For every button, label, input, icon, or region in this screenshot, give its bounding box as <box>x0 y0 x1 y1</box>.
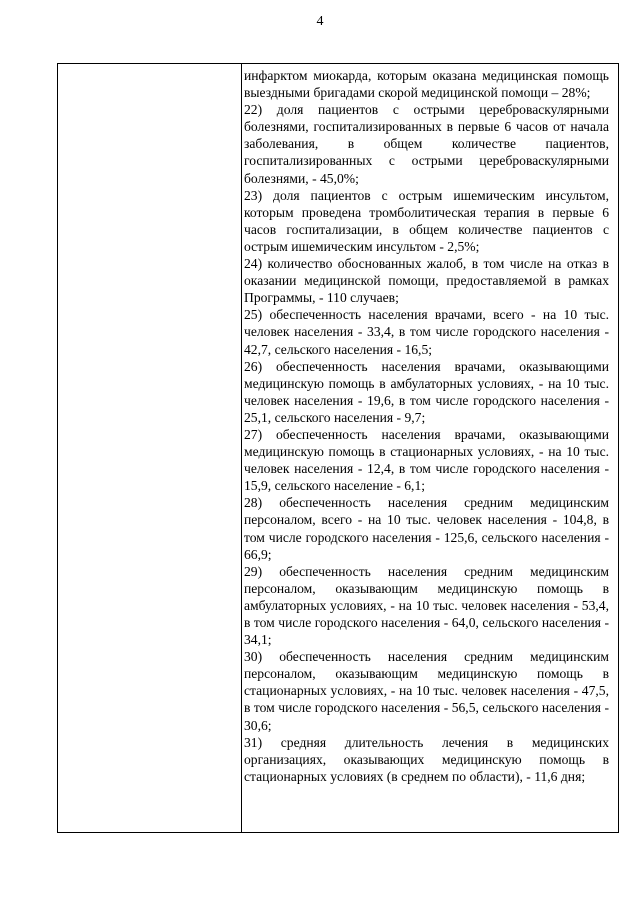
paragraph-23: 23) доля пациентов с острым ишемическим инсультом, которым проведена тромболитическая терапия в первые 6 часов госпитализации, в общем количестве пациентов с острым ишемическим инсультом - 2,5%; <box>244 187 609 254</box>
paragraph-21-continuation: инфарктом миокарда, которым оказана медицинская помощь выездными бригадами скорой медицинской помощи – 28%; <box>244 68 609 101</box>
paragraph-25: 25) обеспеченность населения врачами, всего - на 10 тыс. человек населения - 33,4, в том числе городского населения - 42,7, сельского населения - 16,5; <box>244 307 609 357</box>
paragraph-30: 30) обеспеченность населения средним медицинским персоналом, оказывающим медицинскую помощь в стационарных условиях, - на 10 тыс. человек населения - 47,5, в том числе городского населения - 56,5, сельского населения - 30,6; <box>244 649 609 733</box>
column-divider <box>241 64 242 832</box>
paragraph-31: 31) средняя длительность лечения в медицинских организациях, оказывающих медицинскую помощь в стационарных условиях (в среднем по области), - 11,6 дня; <box>244 734 609 784</box>
paragraph-29: 29) обеспеченность населения средним медицинским персоналом, оказывающим медицинскую помощь в амбулаторных условиях, - на 10 тыс. человек населения - 53,4, в том числе городского населения - 64,0, сельского населения - 34,1; <box>244 563 609 648</box>
paragraph-26: 26) обеспеченность населения врачами, оказывающими медицинскую помощь в амбулаторных условиях, - на 10 тыс. человек населения - 19,6, в том числе городского населения - 25,1, сельского населения - 9,7; <box>244 358 609 425</box>
paragraph-28: 28) обеспеченность населения средним медицинским персоналом, всего - на 10 тыс. человек населения - 104,8, в том числе городского населения - 125,6, сельского населения - 66,9; <box>244 495 609 562</box>
document-table <box>57 63 619 833</box>
table-content-cell <box>244 67 609 785</box>
paragraph-27: 27) обеспеченность населения врачами, оказывающими медицинскую помощь в стационарных условиях, - на 10 тыс. человек населения - 12,4, в том числе городского населения - 15,9, сельского население - 6,1; <box>244 426 609 494</box>
paragraph-22: 22) доля пациентов с острыми цереброваскулярными болезнями, госпитализированных в первые 6 часов от начала заболевания, в общем количестве пациентов, госпитализированных с острыми цереброваскулярными болезнями, - 45,0%; <box>244 102 609 186</box>
paragraph-24: 24) количество обоснованных жалоб, в том числе на отказ в оказании медицинской помощи, предоставляемой в рамках Программы, - 110 случаев; <box>244 256 609 306</box>
page-number: 4 <box>316 14 324 29</box>
